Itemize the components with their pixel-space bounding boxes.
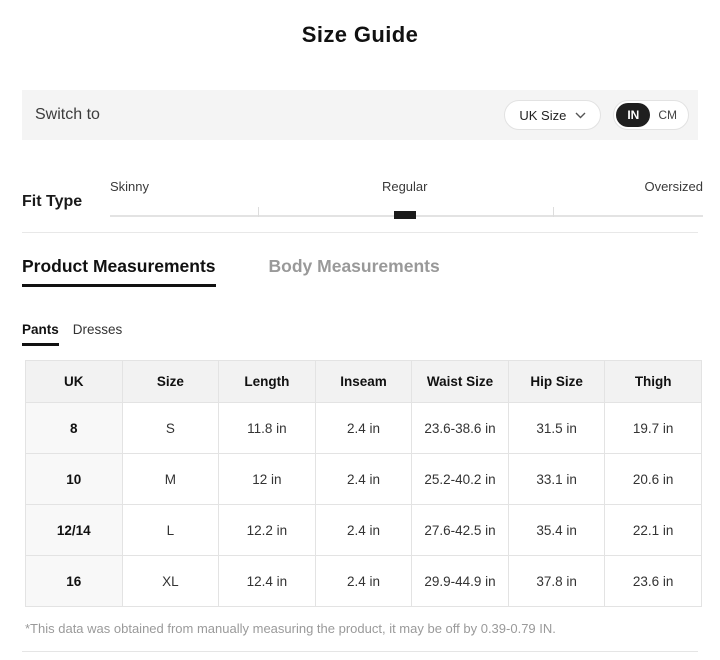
section-divider	[22, 232, 698, 233]
fit-option-oversized[interactable]: Oversized	[644, 179, 703, 194]
category-tabs	[22, 322, 122, 346]
cell-length: 12.4 in	[219, 556, 316, 607]
cell-length: 12 in	[219, 454, 316, 505]
col-header-size: Size	[122, 361, 219, 403]
cell-inseam: 2.4 in	[315, 454, 412, 505]
cell-thigh: 19.7 in	[605, 403, 702, 454]
cell-uk: 8	[26, 403, 123, 454]
cell-thigh: 22.1 in	[605, 505, 702, 556]
cell-inseam: 2.4 in	[315, 505, 412, 556]
cell-uk: 10	[26, 454, 123, 505]
fit-track-tick	[258, 207, 259, 217]
fit-type-options	[110, 179, 703, 196]
cell-inseam: 2.4 in	[315, 403, 412, 454]
cell-inseam: 2.4 in	[315, 556, 412, 607]
cell-length: 12.2 in	[219, 505, 316, 556]
tab-product-measurements[interactable]: Product Measurements	[22, 256, 216, 287]
table-row	[26, 403, 702, 454]
switch-to-label: Switch to	[35, 106, 100, 123]
bottom-divider	[22, 651, 698, 652]
col-header-waist: Waist Size	[412, 361, 509, 403]
switch-bar	[22, 90, 698, 140]
measurement-disclaimer: *This data was obtained from manually measuring the product, it may be off by 0.39-0.79 IN.	[25, 621, 556, 636]
col-header-hip: Hip Size	[508, 361, 605, 403]
table-row	[26, 454, 702, 505]
col-header-length: Length	[219, 361, 316, 403]
page-title: Size Guide	[301, 22, 419, 47]
cell-uk: 16	[26, 556, 123, 607]
fit-type-label: Fit Type	[22, 193, 83, 210]
chevron-down-icon	[575, 112, 586, 119]
unit-toggle[interactable]	[613, 100, 689, 130]
table-row	[26, 505, 702, 556]
col-header-thigh: Thigh	[605, 361, 702, 403]
measurement-tabs	[22, 256, 440, 287]
cell-waist: 29.9-44.9 in	[412, 556, 509, 607]
cell-size: XL	[122, 556, 219, 607]
tab-pants[interactable]: Pants	[22, 322, 59, 346]
size-standard-dropdown[interactable]	[504, 100, 601, 130]
cell-hip: 37.8 in	[508, 556, 605, 607]
cell-thigh: 20.6 in	[605, 454, 702, 505]
cell-size: S	[122, 403, 219, 454]
cell-size: M	[122, 454, 219, 505]
cell-waist: 23.6-38.6 in	[412, 403, 509, 454]
fit-option-skinny[interactable]: Skinny	[110, 179, 150, 194]
tab-dresses[interactable]: Dresses	[72, 322, 123, 337]
cell-length: 11.8 in	[219, 403, 316, 454]
cell-hip: 31.5 in	[508, 403, 605, 454]
fit-option-regular[interactable]: Regular	[381, 179, 428, 194]
fit-selected-marker[interactable]	[394, 211, 416, 219]
size-chart-table	[25, 360, 702, 607]
cell-waist: 27.6-42.5 in	[412, 505, 509, 556]
cell-size: L	[122, 505, 219, 556]
table-row	[26, 556, 702, 607]
col-header-inseam: Inseam	[315, 361, 412, 403]
fit-track-tick	[553, 207, 554, 217]
cell-thigh: 23.6 in	[605, 556, 702, 607]
cell-hip: 33.1 in	[508, 454, 605, 505]
fit-type-selector	[110, 179, 703, 217]
fit-type-track[interactable]	[110, 207, 703, 217]
unit-in-button[interactable]: IN	[616, 103, 650, 127]
col-header-uk: UK	[26, 361, 123, 403]
tab-body-measurements[interactable]: Body Measurements	[268, 256, 440, 276]
cell-waist: 25.2-40.2 in	[412, 454, 509, 505]
size-standard-value: UK Size	[519, 107, 567, 123]
unit-cm-button[interactable]: CM	[658, 108, 677, 122]
table-header-row	[26, 361, 702, 403]
cell-uk: 12/14	[26, 505, 123, 556]
cell-hip: 35.4 in	[508, 505, 605, 556]
